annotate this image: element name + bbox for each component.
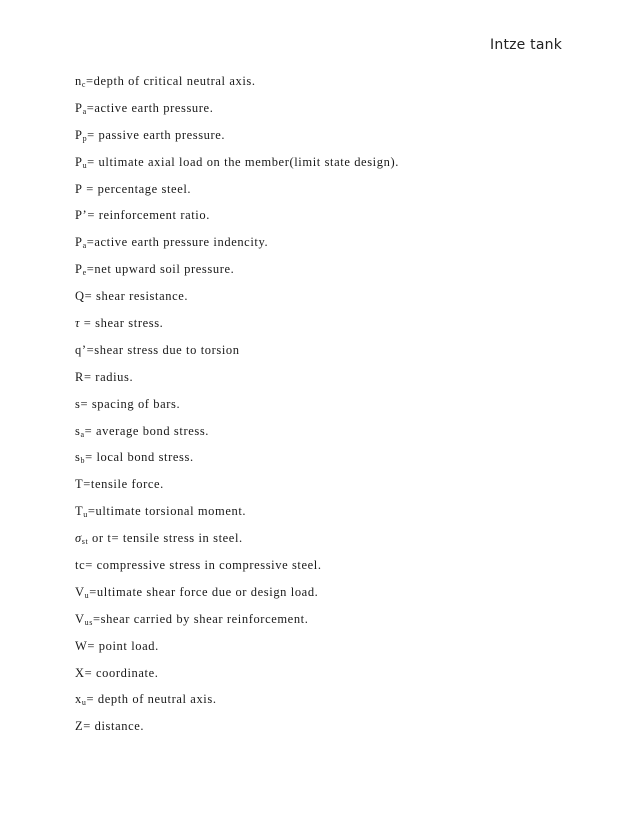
notation-entry — [75, 341, 575, 368]
notation-definition: = point load. — [87, 638, 159, 653]
notation-entry — [75, 233, 575, 260]
notation-definition: = depth of neutral axis. — [86, 692, 217, 707]
notation-entry — [75, 206, 575, 233]
notation-entry — [75, 556, 575, 583]
notation-subscript: us — [84, 617, 93, 627]
notation-entry — [75, 126, 575, 153]
notation-symbol: V — [75, 611, 85, 626]
notation-symbol: q’ — [75, 342, 87, 357]
notation-symbol: W — [75, 638, 88, 653]
notation-definition: =depth of critical neutral axis. — [86, 74, 256, 88]
notation-entry — [75, 72, 575, 99]
notation-subscript: e — [82, 268, 87, 278]
notation-entry — [75, 287, 575, 314]
notation-definition: = ultimate axial load on the member(limit state design). — [87, 154, 399, 169]
notation-subscript: u — [81, 698, 87, 708]
notation-entry — [75, 475, 575, 502]
notation-subscript: u — [83, 510, 88, 520]
notation-definition: = shear resistance. — [84, 289, 189, 304]
notation-symbol: Q — [75, 289, 85, 304]
notation-definition: =shear carried by shear reinforcement. — [92, 611, 309, 626]
notation-symbol: P — [75, 127, 83, 142]
notation-entry — [75, 260, 575, 287]
notation-symbol: P — [75, 262, 83, 277]
notation-symbol: Z — [75, 719, 84, 734]
notation-symbol: n — [75, 74, 82, 88]
page-header-title: Intze tank — [490, 37, 562, 53]
notation-definition: = local bond stress. — [85, 450, 194, 465]
notation-definition: = distance. — [83, 719, 145, 734]
notation-symbol: T — [75, 477, 84, 492]
notation-definition: = radius. — [83, 369, 134, 384]
notation-definition: = passive earth pressure. — [87, 127, 226, 142]
notation-entry — [75, 153, 575, 180]
notation-definition: = percentage steel. — [82, 181, 192, 196]
notation-definition: = spacing of bars. — [80, 396, 181, 411]
notation-symbol: P — [75, 181, 83, 196]
notation-symbol: P — [75, 235, 83, 250]
notation-definition: = compressive stress in compressive steel. — [85, 558, 322, 573]
notation-subscript: c — [81, 80, 87, 89]
notation-entry — [75, 422, 575, 449]
notation-subscript: p — [82, 133, 88, 143]
notation-symbol: σ — [75, 531, 82, 546]
notation-subscript: u — [82, 160, 88, 170]
notation-subscript: a — [80, 429, 85, 439]
notation-list — [75, 72, 575, 744]
notation-entry — [75, 368, 575, 395]
notation-symbol: P — [75, 154, 83, 169]
notation-definition: =tensile force. — [83, 477, 164, 492]
notation-subscript: u — [84, 590, 90, 600]
notation-entry — [75, 314, 575, 341]
notation-symbol: P’ — [75, 208, 88, 223]
notation-entry — [75, 690, 575, 717]
notation-symbol: X — [75, 665, 85, 680]
notation-entry — [75, 180, 575, 207]
notation-definition: =ultimate shear force due or design load. — [89, 584, 319, 599]
notation-symbol: x — [75, 692, 82, 707]
notation-subscript: a — [82, 106, 87, 116]
notation-definition: = coordinate. — [84, 665, 159, 680]
notation-entry — [75, 529, 575, 556]
notation-definition: =net upward soil pressure. — [86, 262, 235, 277]
notation-entry — [75, 448, 575, 475]
notation-entry — [75, 583, 575, 610]
notation-subscript: a — [82, 241, 87, 251]
notation-entry — [75, 637, 575, 664]
notation-symbol: s — [75, 450, 81, 465]
notation-definition: =active earth pressure. — [86, 100, 214, 115]
notation-symbol: tc — [75, 558, 86, 573]
notation-entry — [75, 664, 575, 691]
notation-entry — [75, 395, 575, 422]
notation-symbol: s — [75, 396, 81, 411]
notation-entry — [75, 717, 575, 744]
notation-definition: =ultimate torsional moment. — [87, 504, 247, 519]
notation-entry — [75, 502, 575, 529]
notation-definition: = reinforcement ratio. — [87, 208, 210, 223]
notation-entry — [75, 610, 575, 637]
notation-symbol: s — [75, 423, 81, 438]
notation-symbol: R — [75, 369, 84, 384]
notation-symbol: T — [75, 504, 84, 519]
notation-subscript: b — [80, 456, 86, 466]
notation-definition: or t= tensile stress in steel. — [88, 531, 243, 546]
notation-symbol: V — [75, 584, 85, 599]
notation-definition: =shear stress due to torsion — [86, 342, 240, 357]
notation-symbol: τ — [75, 316, 81, 331]
notation-definition: =active earth pressure indencity. — [86, 235, 269, 250]
notation-definition: = shear stress. — [80, 316, 164, 331]
notation-symbol: P — [75, 100, 83, 115]
notation-subscript: st — [81, 537, 89, 547]
notation-definition: = average bond stress. — [84, 423, 210, 438]
notation-entry — [75, 99, 575, 126]
